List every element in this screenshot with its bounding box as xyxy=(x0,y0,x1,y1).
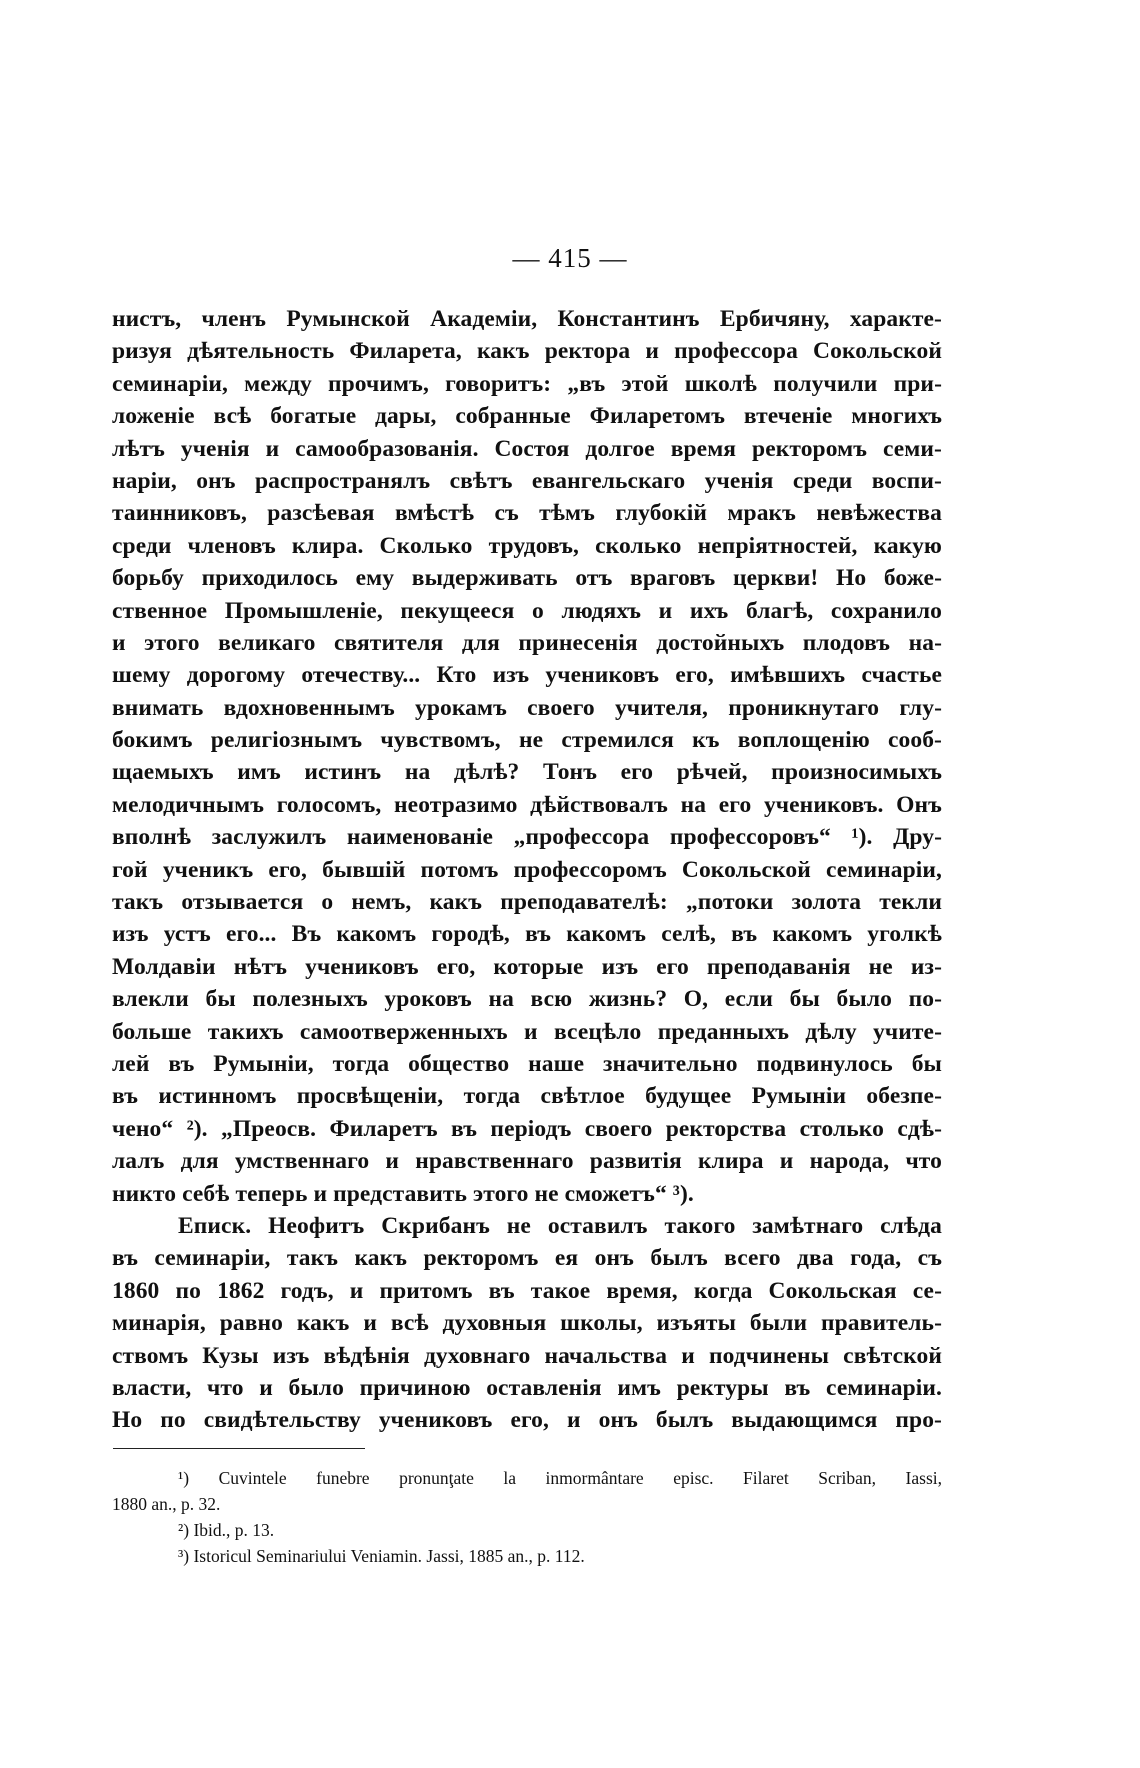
text-line: бокимъ религіознымъ чувствомъ, не стремился къ воплощенію сооб- xyxy=(112,727,942,754)
text-line: мелодичнымъ голосомъ, неотразимо дѣйствовалъ на его учениковъ. Онъ xyxy=(112,791,942,818)
text-line: лей въ Румыніи, тогда общество наше значительно подвинулось бы xyxy=(112,1050,942,1077)
footnote-1-continued: 1880 an., p. 32. xyxy=(112,1494,221,1514)
text-line: въ семинаріи, такъ какъ ректоромъ ея онъ былъ всего два года, съ xyxy=(112,1245,942,1272)
text-line: ложеніе всѣ богатые дары, собранные Филаретомъ втеченіе многихъ xyxy=(112,403,942,430)
text-line: таинниковъ, разсѣевая вмѣстѣ съ тѣмъ глубокій мракъ невѣжества xyxy=(112,500,942,527)
text-line: щаемыхъ имъ истинъ на дѣлѣ? Тонъ его рѣчей, произносимыхъ xyxy=(112,759,942,786)
footnote-2: ²) Ibid., p. 13. xyxy=(178,1520,275,1540)
text-line: влекли бы полезныхъ уроковъ на всю жизнь? О, если бы было по- xyxy=(112,986,942,1013)
footnote-1: ¹) Cuvintele funebre pronunţate la inmormântare episc. Filaret Scriban, Iassi, xyxy=(178,1468,942,1488)
text-line: лалъ для умственнаго и нравственнаго развитія клира и народа, что xyxy=(112,1148,942,1175)
text-line: изъ устъ его... Въ какомъ городѣ, въ какомъ селѣ, въ какомъ уголкѣ xyxy=(112,921,942,948)
text-line: семинаріи, между прочимъ, говоритъ: „въ этой школѣ получили при- xyxy=(112,370,942,397)
text-line: среди членовъ клира. Сколько трудовъ, сколько непріятностей, какую xyxy=(112,532,942,559)
text-line: минарія, равно какъ и всѣ духовныя школы, изъяты были правитель- xyxy=(112,1310,942,1337)
text-line: больше такихъ самоотверженныхъ и всецѣло преданныхъ дѣлу учите- xyxy=(112,1018,942,1045)
text-line: борьбу приходилось ему выдерживать отъ враговъ церкви! Но боже- xyxy=(112,565,942,592)
footnotes xyxy=(112,1465,942,1569)
text-line: и этого великаго святителя для принесенія достойныхъ плодовъ на- xyxy=(112,629,942,656)
text-line: вполнѣ заслужилъ наименованіе „профессора профессоровъ“ ¹). Дру- xyxy=(112,824,942,851)
page-number: — 415 — xyxy=(512,243,628,273)
footnote-separator xyxy=(113,1448,365,1449)
text-line: гой ученикъ его, бывшій потомъ профессоромъ Сокольской семинаріи, xyxy=(112,856,942,883)
text-line: ствомъ Кузы изъ вѣдѣнія духовнаго начальства и подчинены свѣтской xyxy=(112,1342,942,1369)
text-line: Молдавіи нѣтъ учениковъ его, которые изъ его преподаванія не из- xyxy=(112,953,942,980)
footnote-3: ³) Istoricul Seminariului Veniamin. Jassi, 1885 an., p. 112. xyxy=(178,1546,585,1566)
text-line: шему дорогому отечеству... Кто изъ учениковъ его, имѣвшихъ счастье xyxy=(112,662,942,689)
text-line: въ истинномъ просвѣщеніи, тогда свѣтлое будущее Румыніи обезпе- xyxy=(112,1083,942,1110)
main-text xyxy=(112,303,942,1437)
text-line: лѣтъ ученія и самообразованія. Состоя долгое время ректоромъ семи- xyxy=(112,435,942,462)
text-line: наріи, онъ распространялъ свѣтъ евангельскаго ученія среди воспи- xyxy=(112,467,942,494)
text-line: такъ отзывается о немъ, какъ преподавателѣ: „потоки золота текли xyxy=(112,889,942,916)
text-line: ственное Промышленіе, пекущееся о людяхъ и ихъ благѣ, сохранило xyxy=(112,597,942,624)
text-line: ризуя дѣятельность Филарета, какъ ректора и профессора Сокольской xyxy=(112,338,942,365)
text-line: 1860 по 1862 годъ, и притомъ въ такое время, когда Сокольская се- xyxy=(112,1277,942,1304)
text-line: власти, что и было причиною оставленія имъ ректуры въ семинаріи. xyxy=(112,1374,942,1401)
text-line: Но по свидѣтельству учениковъ его, и онъ былъ выдающимся про- xyxy=(112,1407,942,1434)
text-line: никто себѣ теперь и представить этого не сможетъ“ ³). xyxy=(112,1180,694,1207)
text-line: чено“ ²). „Преосв. Филаретъ въ періодъ своего ректорства столько сдѣ- xyxy=(112,1115,942,1142)
text-line: внимать вдохновеннымъ урокамъ своего учителя, проникнутаго глу- xyxy=(112,694,942,721)
paragraph-2-first-line: Еписк. Неофитъ Скрибанъ не оставилъ такого замѣтнаго слѣда xyxy=(178,1212,942,1239)
text-line: нистъ, членъ Румынской Академіи, Константинъ Ербичяну, характе- xyxy=(112,306,942,332)
